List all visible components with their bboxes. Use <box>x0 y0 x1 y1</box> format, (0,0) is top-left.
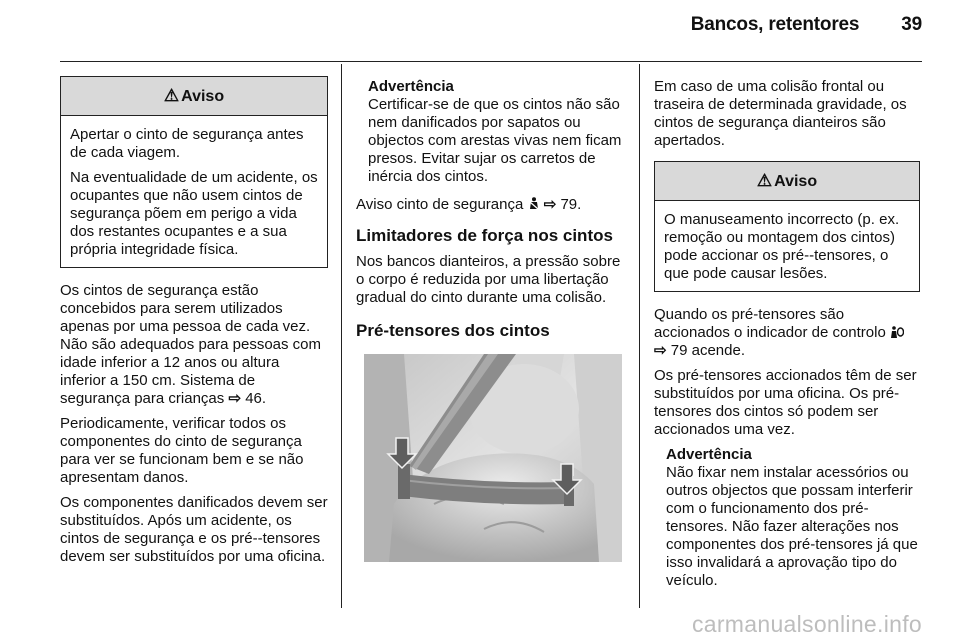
column-2 <box>356 78 628 348</box>
header-title: Bancos, retentores <box>690 14 860 35</box>
advertencia-block-2 <box>654 446 920 590</box>
paragraph-replacement: Os componentes danificados devem ser substituídos. Após um acidente, os cintos de segurança e os pré--tensores devem ser substituídos por uma oficina. <box>60 494 328 565</box>
belt-warning-line <box>356 196 628 214</box>
paragraph-indicator <box>654 306 920 360</box>
warning-icon: ⚠ <box>163 86 180 105</box>
page-header <box>691 14 922 36</box>
warning-header <box>61 77 327 116</box>
paragraph-usage <box>60 282 328 408</box>
advertencia-title-2: Advertência <box>666 446 752 463</box>
warning-header-2 <box>655 162 919 201</box>
warning-box-2 <box>654 161 920 292</box>
warning-text-1: Apertar o cinto de segurança antes de cada viagem. <box>70 126 304 161</box>
advertencia-text: Certificar-se de que os cintos não são nem danificados por sapatos ou objectos com arestas vivas nem ficam presos. Evitar sujar os carretos de inércia dos cintos. <box>368 96 622 185</box>
warning-icon: ⚠ <box>756 171 773 190</box>
paragraph-usage-text: Os cintos de segurança estão concebidos para serem utilizados apenas por uma pessoa de cada vez. Não são adequados para pessoas com idade inferior a 12 anos ou altura inferior a 150 cm. Sistema de segurança para crianças <box>60 282 322 407</box>
paragraph-collision: Em caso de uma colisão frontal ou traseira de determinada gravidade, os cintos de segurança dianteiros são apertados. <box>654 78 907 149</box>
column-divider-2 <box>639 64 640 608</box>
warning-text-3: O manuseamento incorrecto (p. ex. remoção ou montagem dos cintos) pode accionar os pré--tensores, o que pode causar lesões. <box>664 211 900 282</box>
page-reference: 79 acende. <box>670 342 745 359</box>
warning-title: Aviso <box>181 88 225 105</box>
heading-pretensioners: Pré-tensores dos cintos <box>356 321 550 340</box>
warning-box <box>60 76 328 268</box>
advertencia-title: Advertência <box>368 78 454 95</box>
advertencia-block <box>356 78 628 186</box>
paragraph-force-limiters: Nos bancos dianteiros, a pressão sobre o corpo é reduzida por uma libertação gradual do cinto durante uma colisão. <box>356 253 621 306</box>
page-number: 39 <box>901 14 922 35</box>
column-divider-1 <box>341 64 342 608</box>
paragraph-indicator-text: Quando os pré-tensores são accionados o indicador de controlo <box>654 306 886 341</box>
page-reference: 46. <box>245 390 267 407</box>
warning-text-2: Na eventualidade de um acidente, os ocupantes que não usem cintos de segurança põem em perigo a vida dos restantes ocupantes e a sua própria integridade física. <box>70 169 318 258</box>
reference-arrow-icon: ⇨ <box>543 196 557 213</box>
watermark: carmanualsonline.info <box>691 611 922 637</box>
airbag-icon <box>890 326 904 339</box>
heading-force-limiters: Limitadores de força nos cintos <box>356 226 613 245</box>
column-3 <box>654 78 920 590</box>
header-rule <box>60 61 922 62</box>
reference-arrow-icon: ⇨ <box>654 342 667 359</box>
reference-arrow-icon: ⇨ <box>228 390 242 407</box>
paragraph-replacement-2: Os pré-tensores accionados têm de ser substituídos por uma oficina. Os pré-tensores dos cintos só podem ser accionados uma vez. <box>654 367 917 438</box>
paragraph-inspection: Periodicamente, verificar todos os componentes do cinto de segurança para ver se funcionam bem e se não apresentam danos. <box>60 415 304 486</box>
seatbelt-icon <box>528 197 540 211</box>
warning-title-2: Aviso <box>774 173 818 190</box>
column-1 <box>60 76 328 573</box>
advertencia-text-2: Não fixar nem instalar acessórios ou outros objectos que possam interferir com o funcionamento dos pré-tensores. Não fazer alterações nos componentes dos pré-tensores já que isso invalidará a aprovação tipo do veículo. <box>666 464 918 589</box>
belt-warning-text: Aviso cinto de segurança <box>356 196 524 213</box>
page-reference: 79. <box>560 196 582 213</box>
pretensioner-illustration <box>364 354 622 562</box>
